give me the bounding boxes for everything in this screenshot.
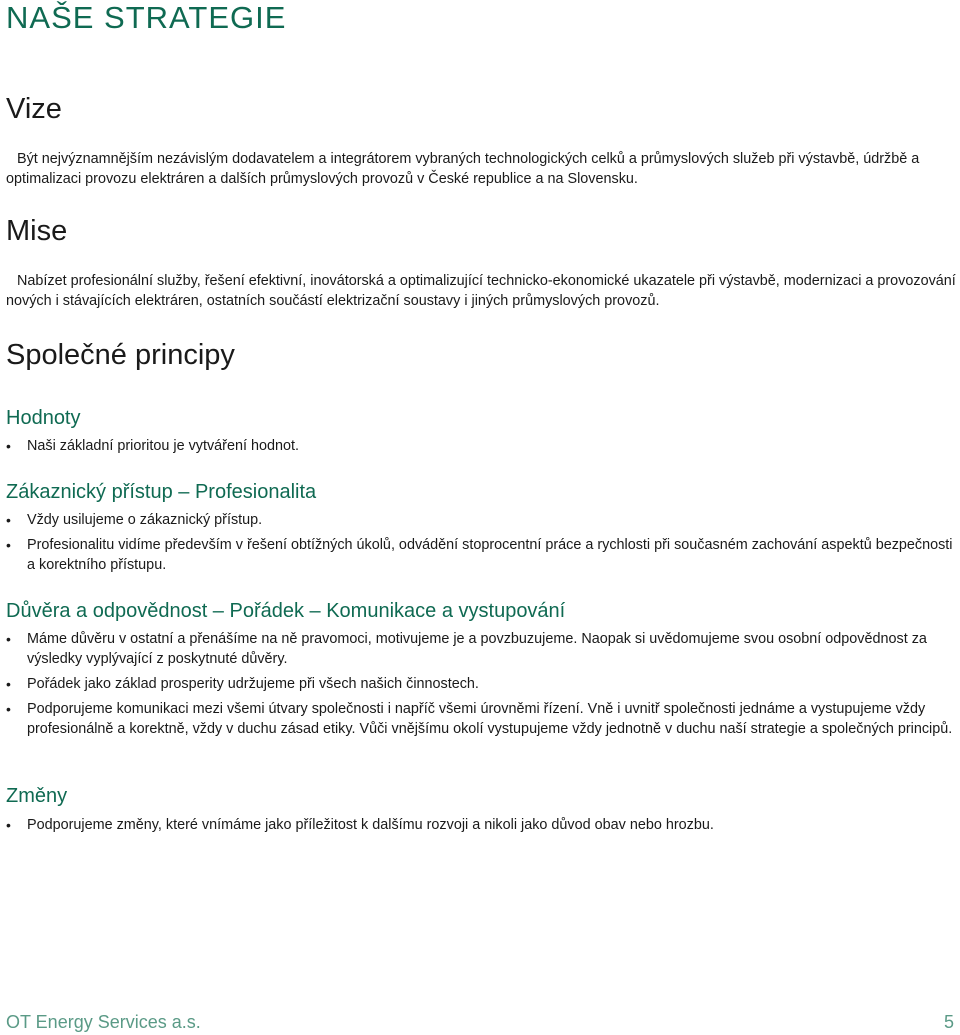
section-heading-zakaznicky-pristup: Zákaznický přístup – Profesionalita bbox=[6, 481, 317, 503]
mise-text bbox=[6, 271, 956, 311]
list-item-text: Podporujeme komunikaci mezi všemi útvary společnosti i napříč všemi úrovněmi řízení. Vně i uvnitř společnosti jednáme a vystupujeme vždy profesionálně a korektně, vždy v duchu zásad etiky. Vůči vnějšímu okolí vystupujeme vždy jednotně v duchu naší strategie a společných principů. bbox=[27, 701, 953, 737]
page-number: 5 bbox=[943, 1012, 954, 1032]
bullet-icon: • bbox=[6, 512, 11, 528]
list-item bbox=[6, 674, 958, 694]
list-item bbox=[6, 510, 958, 530]
mise-text-content: Nabízet profesionální služby, řešení efektivní, inovátorská a optimalizující technicko-ekonomické ukazatele při výstavbě, modernizaci a provozování nových i stávajících elektráren, ostatních součástí elektrizační soustavy i jiných průmyslových provozů. bbox=[6, 273, 956, 309]
list-item bbox=[6, 436, 958, 456]
list-item-text: Naši základní prioritou je vytváření hodnot. bbox=[27, 438, 299, 454]
bullet-icon: • bbox=[6, 676, 11, 692]
list-item bbox=[6, 535, 958, 575]
bullet-list-zakaznicky-pristup bbox=[6, 510, 958, 580]
footer-company: OT Energy Services a.s. bbox=[6, 1012, 201, 1032]
list-item-text: Pořádek jako základ prosperity udržujeme při všech našich činnostech. bbox=[27, 676, 479, 692]
bullet-icon: • bbox=[6, 701, 11, 717]
bullet-icon: • bbox=[6, 537, 11, 553]
section-heading-hodnoty: Hodnoty bbox=[6, 407, 81, 429]
list-item-text: Podporujeme změny, které vnímáme jako příležitost k dalšímu rozvoji a nikoli jako důvod obav nebo hrozbu. bbox=[27, 817, 714, 833]
list-item bbox=[6, 815, 958, 835]
list-item-text: Profesionalitu vidíme především v řešení obtížných úkolů, odvádění stoprocentní práce a rychlosti při současném zachování aspektů bezpečnosti a korektního přístupu. bbox=[27, 537, 953, 573]
bullet-icon: • bbox=[6, 438, 11, 454]
mise-heading: Mise bbox=[6, 215, 68, 247]
principy-heading: Společné principy bbox=[6, 339, 235, 371]
list-item bbox=[6, 629, 958, 669]
section-heading-zmeny: Změny bbox=[6, 785, 68, 807]
page-title: NAŠE STRATEGIE bbox=[6, 0, 287, 35]
vize-text-content: Být nejvýznamnějším nezávislým dodavatelem a integrátorem vybraných technologických celků a průmyslových služeb při výstavbě, údržbě a optimalizaci provozu elektráren a dalších průmyslových provozů v České republice a na Slovensku. bbox=[6, 151, 920, 187]
vize-text bbox=[6, 149, 956, 189]
bullet-icon: • bbox=[6, 631, 11, 647]
bullet-list-hodnoty bbox=[6, 436, 958, 461]
list-item-text: Vždy usilujeme o zákaznický přístup. bbox=[27, 512, 263, 528]
bullet-list-duvera bbox=[6, 629, 958, 744]
list-item-text: Máme důvěru v ostatní a přenášíme na ně pravomoci, motivujeme je a povzbuzujeme. Naopak si uvědomujeme svou osobní odpovědnost za výsledky vyplývající z poskytnuté důvěry. bbox=[27, 631, 927, 667]
list-item bbox=[6, 699, 958, 739]
bullet-list-zmeny bbox=[6, 815, 958, 840]
section-heading-duvera: Důvěra a odpovědnost – Pořádek – Komunikace a vystupování bbox=[6, 600, 566, 622]
bullet-icon: • bbox=[6, 817, 11, 833]
vize-heading: Vize bbox=[6, 93, 62, 125]
